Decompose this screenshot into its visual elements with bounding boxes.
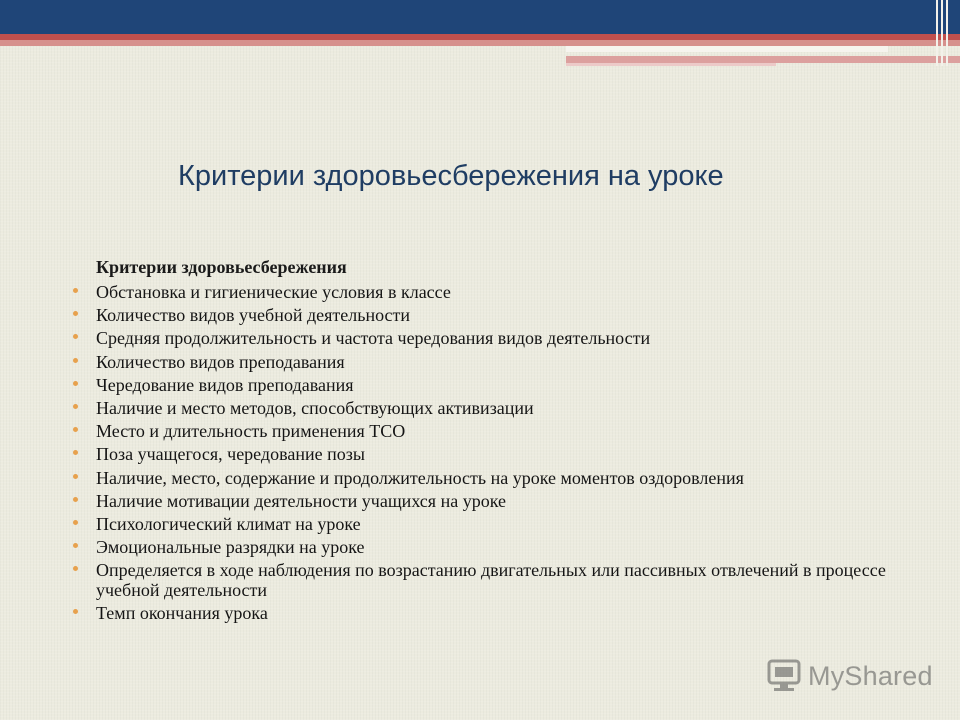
list-item-text: Эмоциональные разрядки на уроке xyxy=(96,537,365,558)
list-item xyxy=(70,560,930,600)
bullet-icon xyxy=(73,381,78,386)
list-item xyxy=(70,328,930,348)
decor-line xyxy=(946,0,948,66)
page-title: Критерии здоровьесбережения на уроке xyxy=(178,160,724,192)
list-item xyxy=(70,491,930,511)
bullet-icon xyxy=(73,543,78,548)
bullet-icon xyxy=(73,334,78,339)
watermark xyxy=(766,656,933,696)
list-item xyxy=(70,421,930,441)
bullet-icon xyxy=(73,566,78,571)
list-item xyxy=(70,603,930,623)
bullet-icon xyxy=(73,427,78,432)
accent-stripe-white xyxy=(566,46,888,52)
bullet-icon xyxy=(73,609,78,614)
criteria-list xyxy=(70,282,930,623)
bullet-icon xyxy=(73,497,78,502)
accent-stripe-pink xyxy=(566,56,960,63)
bullet-icon xyxy=(73,311,78,316)
list-item-text: Определяется в ходе наблюдения по возрастанию двигательных или пассивных отвлечений в процессе учебной деятельности xyxy=(96,560,886,601)
content-list xyxy=(70,256,930,627)
list-item-text: Средняя продолжительность и частота чередования видов деятельности xyxy=(96,328,651,349)
list-item-text: Место и длительность применения ТСО xyxy=(96,421,406,442)
list-item-text: Обстановка и гигиенические условия в классе xyxy=(96,282,451,302)
list-item xyxy=(70,537,930,557)
bullet-icon xyxy=(73,288,78,293)
watermark-text: MyShared xyxy=(808,660,933,691)
top-bar xyxy=(0,0,960,34)
list-item xyxy=(70,352,930,372)
list-item-text: Количество видов преподавания xyxy=(96,351,345,372)
list-item-text: Чередование видов преподавания xyxy=(96,374,354,395)
list-item xyxy=(70,375,930,395)
list-item xyxy=(70,514,930,534)
decor-line xyxy=(936,0,938,66)
decor-line xyxy=(941,0,943,66)
list-item-text: Наличие и место методов, способствующих активизации xyxy=(96,397,534,418)
list-item-text: Психологический климат на уроке xyxy=(96,513,361,534)
list-heading: Критерии здоровьесбережения xyxy=(96,257,347,277)
list-item xyxy=(70,398,930,418)
bullet-icon xyxy=(73,474,78,479)
list-item-text: Поза учащегося, чередование позы xyxy=(96,444,365,465)
list-item xyxy=(70,282,930,302)
bullet-icon xyxy=(73,358,78,363)
list-item-text: Наличие мотивации деятельности учащихся на уроке xyxy=(96,490,506,511)
bullet-icon xyxy=(73,404,78,409)
list-item-text: Количество видов учебной деятельности xyxy=(96,305,411,326)
list-item xyxy=(70,305,930,325)
myshared-logo-icon xyxy=(766,658,802,694)
list-item xyxy=(70,444,930,464)
list-item-text: Темп окончания урока xyxy=(96,603,268,624)
bullet-icon xyxy=(73,520,78,525)
bullet-icon xyxy=(73,450,78,455)
accent-stripe-pale xyxy=(566,63,776,66)
list-item-text: Наличие, место, содержание и продолжительность на уроке моментов оздоровления xyxy=(96,467,744,488)
list-item xyxy=(70,468,930,488)
